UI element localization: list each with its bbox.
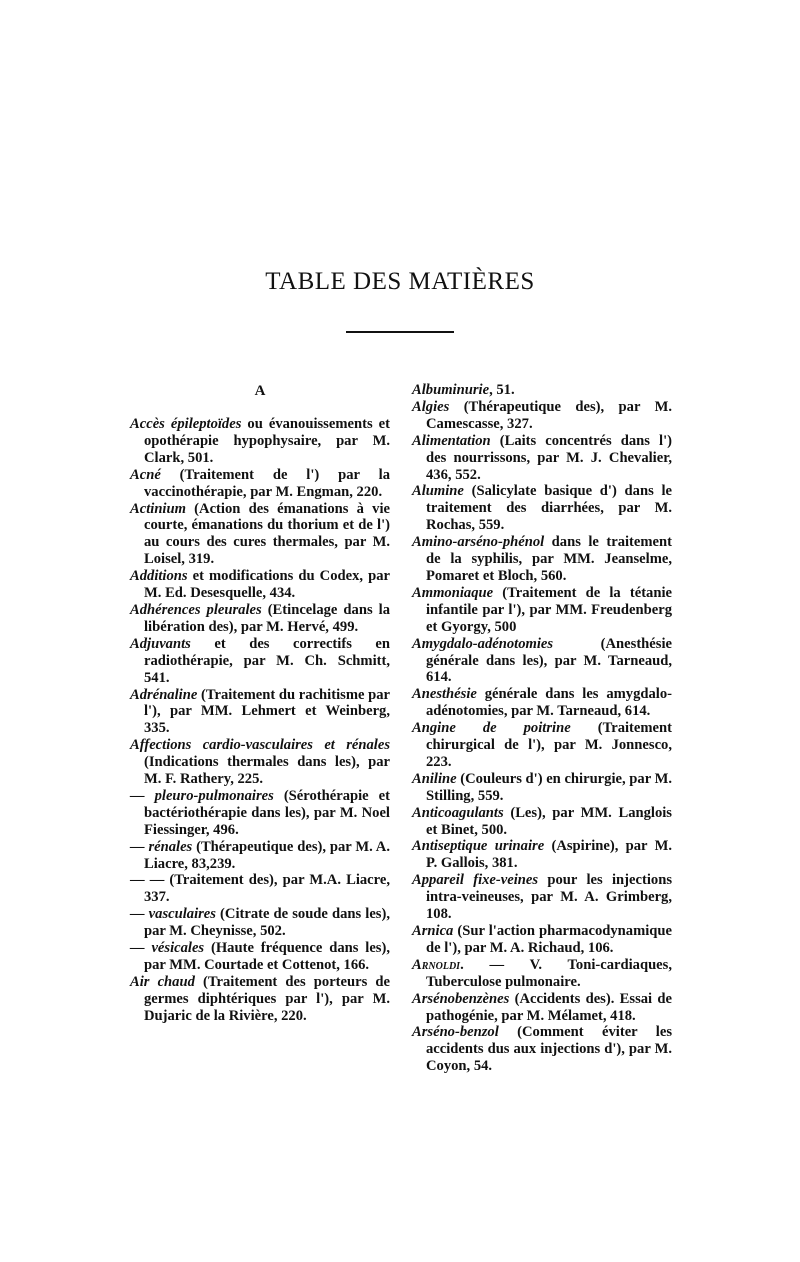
entry-text: (Sur l'action pharmacodynamique de l'), par M. A. Richaud, 106. <box>426 923 672 956</box>
index-entry <box>412 686 672 720</box>
entry-text: (Traitement du rachitisme par l'), par MM. Lehmert et Weinberg, 335. <box>144 686 390 737</box>
index-entry <box>412 382 672 399</box>
index-entry <box>130 839 390 873</box>
index-entry <box>412 720 672 771</box>
entry-text: , 51. <box>489 382 515 398</box>
right-column <box>412 382 672 1075</box>
entry-heading: Alumine <box>412 483 464 500</box>
index-entry <box>130 872 390 906</box>
entry-text: (Thérapeutique des), par M. A. Liacre, 83,239. <box>144 838 390 872</box>
entry-heading: Actinium <box>130 500 186 517</box>
index-entry <box>130 737 390 788</box>
index-entry <box>412 957 672 991</box>
entry-text: dans le traitement de la syphilis, par MM. Jeanselme, Pomaret et Bloch, 560. <box>426 534 672 584</box>
entry-heading: Adrénaline <box>130 686 198 703</box>
entry-heading: Alimentation <box>412 432 491 449</box>
entry-heading: Arnica <box>412 923 454 939</box>
left-entry-list <box>130 416 390 1025</box>
entry-heading: — pleuro-pulmonaires <box>130 787 274 804</box>
entry-heading: Amygdalo-adénotomies <box>412 635 554 652</box>
index-entry <box>130 788 390 839</box>
entry-heading: Air chaud <box>130 973 195 990</box>
entry-heading: Arséno-benzol <box>412 1024 499 1041</box>
index-entry <box>412 483 672 534</box>
entry-heading: Adhérences pleurales <box>130 601 262 618</box>
entry-text: (Traitement des porteurs de germes diphtériques par l'), par M. Dujaric de la Rivière, 220. <box>144 973 391 1024</box>
entry-heading: Albuminurie <box>412 382 490 398</box>
entry-heading: Arnoldi <box>412 956 461 973</box>
entry-text: (Action des émanations à vie courte, émanations du thorium et de l') au cours des cures thermales, par M. Loisel, 319. <box>144 500 390 568</box>
entry-text: (Traitement chirurgical de l'), par M. Jonnesco, 223. <box>426 720 672 770</box>
index-entry <box>412 838 672 872</box>
entry-heading: — rénales <box>130 838 193 855</box>
entry-text: (Sérothérapie et bactériothérapie dans les), par M. Noel Fiessinger, 496. <box>144 787 390 838</box>
entry-text: — — (Traitement des), par M.A. Liacre, 337. <box>130 872 390 906</box>
index-entry <box>412 991 672 1025</box>
index-entry <box>130 501 390 569</box>
entry-heading: Ammoniaque <box>412 584 494 601</box>
entry-heading: Accès épileptoïdes <box>130 416 242 432</box>
entry-heading: Antiseptique urinaire <box>412 838 545 855</box>
entry-heading: Anticoagulants <box>412 804 504 821</box>
entry-text: (Traitement de la tétanie infantile par l'), par MM. Freudenberg et Gyorgy, 500 <box>426 584 672 635</box>
entry-text: (Citrate de soude dans les), par M. Cheynisse, 502. <box>144 906 390 940</box>
index-entry <box>130 467 390 501</box>
entry-text: (Aspirine), par M. P. Gallois, 381. <box>426 838 672 872</box>
entry-heading: — vasculaires <box>130 906 216 923</box>
entry-text: . — V. Toni-cardiaques, Tuberculose pulmonaire. <box>426 956 672 990</box>
entry-text: (Etincelage dans la libération des), par M. Hervé, 499. <box>144 601 390 635</box>
entry-heading: Additions <box>130 568 188 585</box>
entry-text: (Les), par MM. Langlois et Binet, 500. <box>426 804 672 838</box>
index-entry <box>412 771 672 805</box>
entry-text: et modifications du Codex, par M. Ed. Desesquelle, 434. <box>144 568 390 602</box>
index-entry <box>130 416 390 467</box>
index-entry <box>130 906 390 940</box>
entry-heading: Angine de poitrine <box>412 720 571 737</box>
entry-heading: Anesthésie <box>412 686 477 703</box>
index-entry <box>412 872 672 923</box>
entry-heading: Arsénobenzènes <box>412 990 510 1007</box>
entry-text: (Anesthésie générale dans les), par M. Tarneaud, 614. <box>426 635 672 686</box>
entry-text: ou évanouissements et opothérapie hypophysaire, par M. Clark, 501. <box>144 416 390 466</box>
index-entry <box>412 805 672 839</box>
entry-heading: — vésicales <box>130 940 205 957</box>
entry-text: pour les injections intra-veineuses, par M. A. Grimberg, 108. <box>426 872 672 923</box>
entry-text: (Salicylate basique d') dans le traitement des diarrhées, par M. Rochas, 559. <box>426 483 672 534</box>
index-entry <box>412 534 672 585</box>
index-entry <box>412 585 672 636</box>
entry-text: (Traitement de l') par la vaccinothérapie, par M. Engman, 220. <box>144 466 390 500</box>
entry-heading: Affections cardio-vasculaires et rénales <box>130 737 390 754</box>
entry-text: (Couleurs d') en chirurgie, par M. Stilling, 559. <box>426 770 672 804</box>
entry-text: (Thérapeutique des), par M. Camescasse, 327. <box>426 398 672 432</box>
page-title: TABLE DES MATIÈRES <box>265 268 535 295</box>
entry-heading: Aniline <box>412 770 457 787</box>
entry-text: et des correctifs en radiothérapie, par M. Ch. Schmitt, 541. <box>144 635 390 686</box>
entry-text: (Accidents des). Essai de pathogénie, par M. Mélamet, 418. <box>426 990 672 1024</box>
entry-text: générale dans les amygdalo-adénotomies, par M. Tarneaud, 614. <box>426 686 672 720</box>
title-rule <box>346 331 454 333</box>
entry-text: (Indications thermales dans les), par M. F. Rathery, 225. <box>144 754 390 788</box>
index-entry <box>130 636 390 687</box>
index-entry <box>412 1024 672 1075</box>
index-entry <box>412 923 672 957</box>
entry-heading: Algies <box>412 398 450 415</box>
index-entry <box>412 636 672 687</box>
index-entry <box>130 602 390 636</box>
index-entry <box>130 940 390 974</box>
index-entry <box>130 974 390 1025</box>
entry-heading: Acné <box>130 466 161 483</box>
entry-heading: Appareil fixe-veines <box>412 872 539 889</box>
index-entry <box>412 399 672 433</box>
entry-heading: Adjuvants <box>130 635 191 652</box>
index-entry <box>130 687 390 738</box>
index-entry <box>130 568 390 602</box>
index-entry <box>412 433 672 484</box>
entry-text: (Laits concentrés dans l') des nourrissons, par M. J. Chevalier, 436, 552. <box>426 432 672 483</box>
entry-heading: Amino-arséno-phénol <box>412 534 545 551</box>
left-column <box>130 382 390 1025</box>
entry-text: (Haute fréquence dans les), par MM. Courtade et Cottenot, 166. <box>144 940 390 973</box>
section-letter: A <box>254 383 266 399</box>
entry-text: (Comment éviter les accidents dus aux injections d'), par M. Coyon, 54. <box>426 1024 672 1075</box>
right-entry-list <box>412 382 672 1075</box>
